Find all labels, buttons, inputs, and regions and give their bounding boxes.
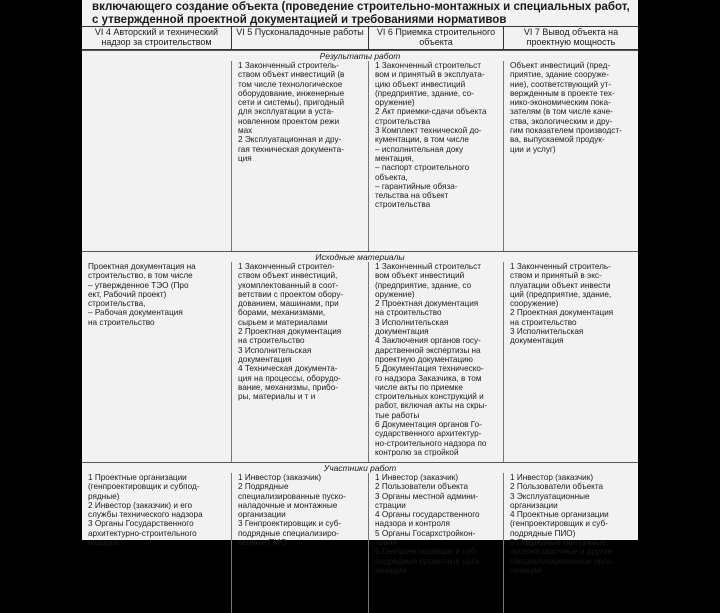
column-header-commissioning: VI 5 Пусконаладочные работы [232, 27, 369, 49]
results-cell-3: 1 Законченный строительст вом и принятый в эксплуата- цию объект инвестиций (предприятие, здание, со- оружение) 2 Акт приемки-сдачи объекта строительства 3 Комплект технической до- кументации, в том числе – исполнительная доку ментация, – паспорт строительного объекта, – гарантийные обяза- тельства на объект строительства [369, 61, 504, 251]
participants-row [82, 473, 638, 613]
column-header-acceptance: VI 6 Приемка строительного объекта [369, 27, 504, 49]
section-title-participants: Участники работ [82, 462, 638, 473]
source-cell-1: Проектная документация на строительство, в том числе – утвержденное ТЭО (Про ект, Рабочий проект) строительства, – Рабочая документация на строительство [82, 262, 232, 462]
results-cell-2: 1 Законченный строитель- ством объект инвестиций (в том числе технологическое оборудование, инженерные сети и системы), пригодный для эксплуатации в уста- новленном проектом режи мах 2 Эксплуатационная и дру- гая техническая документа- ция [232, 61, 369, 251]
source-cell-3: 1 Законченный строительст вом объект инвестиций (предприятие, здание, со оружение) 2 Проектная документация на строительство 3 Исполнительская документация 4 Заключения органов госу- дарственной экспертизы на проектную документацию 5 Документация техническо- го надзора Заказчика, в том числе акты по приемке строительных конструкций и работ, включая акты на скры- тые работы 6 Документация органов Го- сударственного архитектур- но-строительного надзора по контролю за стройкой [369, 262, 504, 462]
header-line-2: с утвержденной проектной документацией и требованиями нормативов [92, 14, 507, 26]
participants-cell-4: 1 Инвестор (заказчик) 2 Пользователи объекта 3 Эксплуатационные организации 4 Проектные организации (генпроектировщик и суб- подрядные ПИО) 5 Подрядные монтажные, пусконаладочные и другие специализированные орга- низации [510, 473, 614, 575]
participants-cell-2: 1 Инвестор (заказчик) 2 Подрядные специализированные пуско- наладочные и монтажные организации 3 Генпроектировщик и суб- подрядные специализиро- ванные ПИО [232, 473, 369, 613]
participants-cell-3: 1 Инвестор (заказчик) 2 Пользователи объекта 3 Органы местной админи- страции 4 Органы государственного надзора и контроля 5 Органы Госархстройкон- троля 6 Генпроектировщик и суб- подрядные проектные орга- низации [369, 473, 504, 613]
section-title-results: Результаты работ [82, 50, 638, 61]
section-title-source: Исходные материалы [82, 251, 638, 262]
document-page [82, 0, 638, 575]
header-line-1: включающего создание объекта (проведение строительно-монтажных и специальных работ, [92, 1, 630, 13]
column-header-supervision: VI 4 Авторский и технический надзор за строительством [82, 27, 232, 49]
source-cell-4: 1 Законченный строитель- ством и принятый в экс- плуатации объект инвести ций (предприятие, здание, сооружение) 2 Проектная документация на строительство 3 Исполнительская документация [510, 262, 614, 346]
source-cell-2: 1 Законченный строител- ством объект инвестиций, укомплектованный в соот- ветствии с проектом обору- дованием, машинами, при борами, механизмами, сырьем и материалами 2 Проектная документация на строительство 3 Исполнительская документация 4 Техническая документа- ция на процессы, оборудо- вание, механизмы, прибо- ры, материалы и т и [232, 262, 369, 462]
column-header-capacity: VI 7 Вывод объекта на проектную мощность [523, 27, 619, 47]
results-cell-4: Объект инвестиций (пред- приятие, здание сооруже- ние), соответствующий ут- вержденным в проекте тех- нико-экономическим пока- зателям (в том числе каче- ства, экологическим и дру- гим показателем производст- ва, выпускаемой продук- ции и услуг) [510, 61, 622, 154]
participants-cell-1: 1 Проектные организации (генпроектировщик и субпод- рядные) 2 Инвестор (заказчик) и его службы технического надзора 3 Органы Государственного архитектурно-строительного надзора [82, 473, 232, 613]
column-headers [82, 26, 638, 50]
results-row [82, 61, 638, 251]
results-cell-1 [82, 61, 232, 251]
source-row [82, 262, 638, 462]
